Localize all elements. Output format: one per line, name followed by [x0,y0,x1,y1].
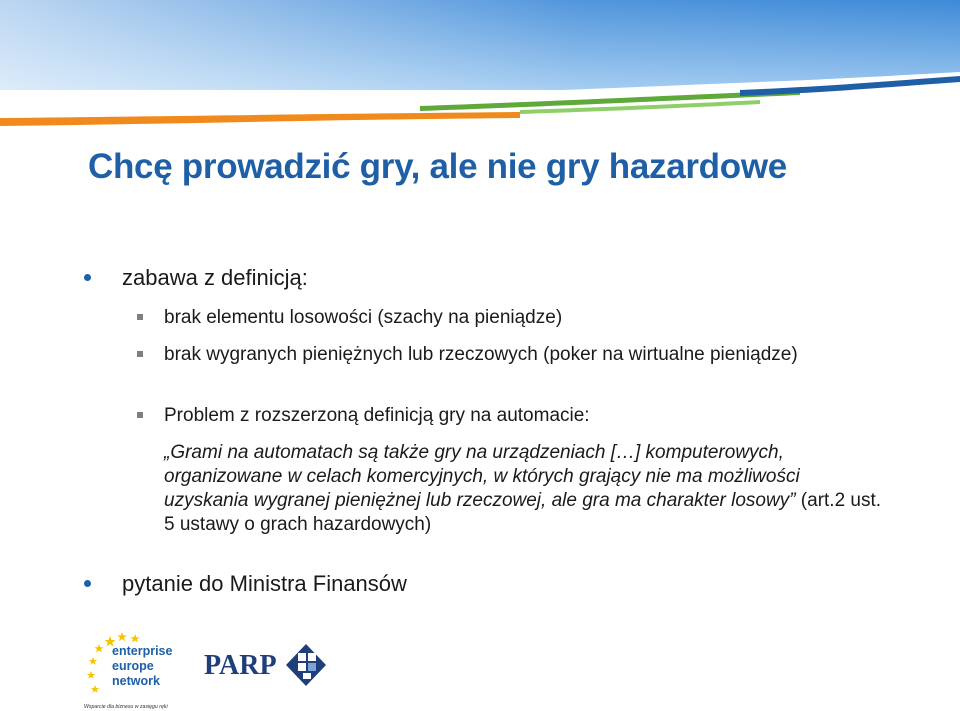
een-line-2: europe [112,659,154,673]
bullet-dot [84,580,91,587]
square-bullet-icon [137,314,143,320]
een-line-3: network [112,674,160,688]
quote-italic-text: „Grami na automatach są także gry na urządzeniach […] komputerowych, organizowane w celach komercyjnych, w których grający nie ma możliwości uzyskania wygranej pieniężnej lub rzeczowej, ale gra ma charakter losowy” [164,442,800,511]
parp-logo [202,641,332,691]
parp-wordmark: PARP [204,650,277,681]
enterprise-europe-network-logo [82,630,182,711]
square-bullet-icon [137,351,143,357]
quote-citation: (art.2 ust. 5 ustawy o grach hazardowych) [164,490,882,535]
sub-bullet-item: Problem z rozszerzoną definicją gry na automacie: [164,405,590,426]
bullet-item: zabawa z definicją: [122,265,308,290]
een-tagline: Wsparcie dla biznesu w zasięgu ręki [84,704,168,710]
bullet-dot [84,274,91,281]
slide-title: Chcę prowadzić gry, ale nie gry hazardowe [88,147,787,186]
square-bullet-icon [137,412,143,418]
bullet-item: pytanie do Ministra Finansów [122,571,407,596]
legal-quote [164,441,884,537]
sub-bullet-item: brak elementu losowości (szachy na pieniądze) [164,307,563,328]
header-banner [0,0,960,130]
parp-diamond-icon [286,644,326,686]
sub-bullet-item: brak wygranych pieniężnych lub rzeczowych (poker na wirtualne pieniądze) [164,344,798,365]
een-line-1: enterprise [112,644,173,658]
